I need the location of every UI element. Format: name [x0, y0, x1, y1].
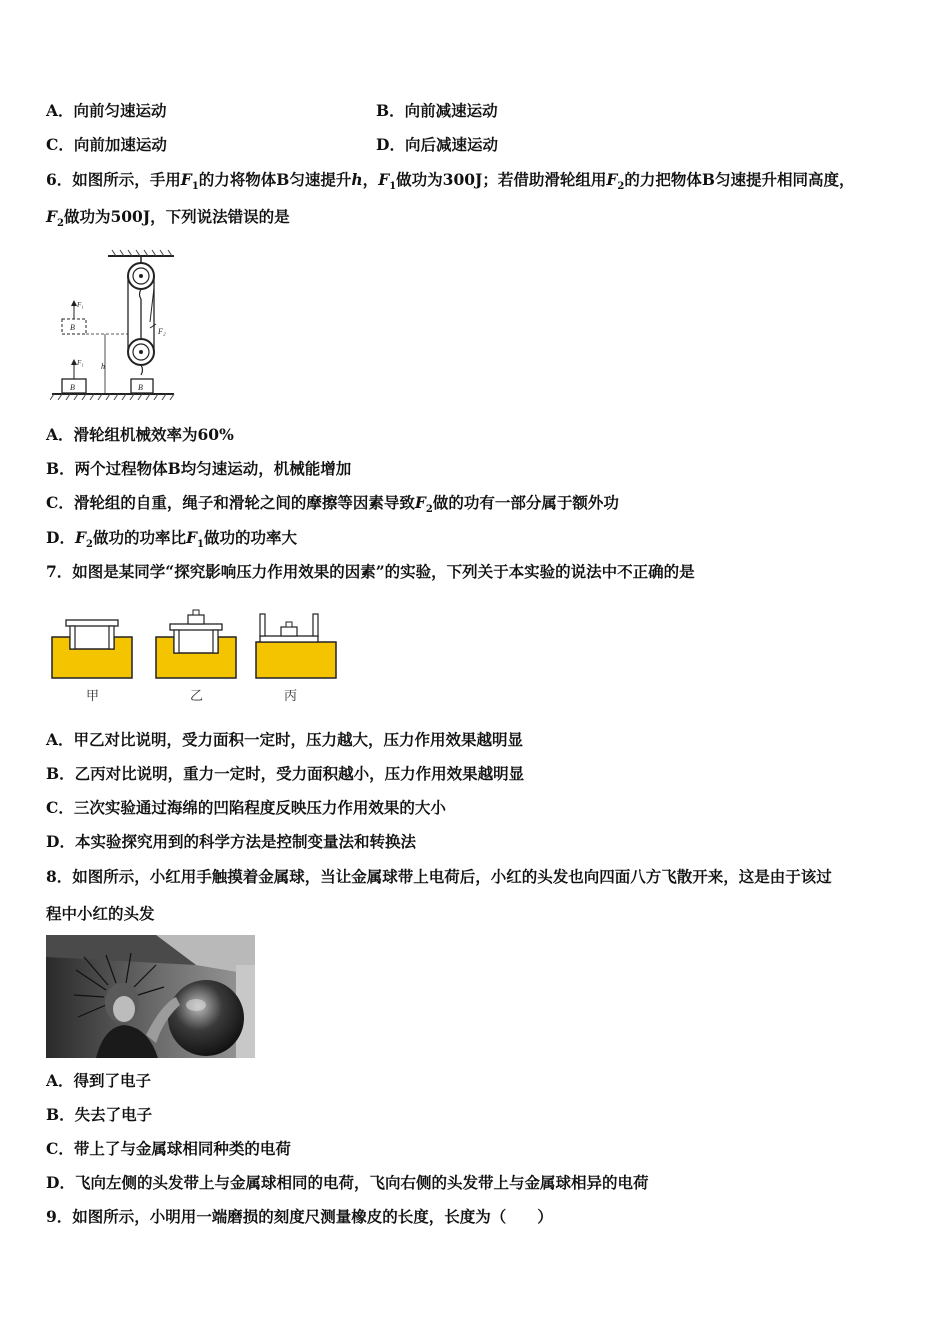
q6-stem-line2: $F_2$做功为500J，下列说法错误的是: [46, 207, 290, 230]
q5-option-a: A．向前匀速运动: [46, 101, 167, 120]
q5-option-b: B．向前减速运动: [376, 101, 498, 120]
q7-stem: 7．如图是某同学“探究影响压力作用效果的因素”的实验，下列关于本实验的说法中不正确的是: [46, 562, 695, 581]
pulley-figure: [50, 248, 180, 406]
label-bing: 丙: [284, 689, 298, 704]
q8-stem-line1: 8．如图所示，小红用手触摸着金属球，当让金属球带上电荷后，小红的头发也向四面八方飞散开来，这是由于该过: [46, 867, 832, 886]
h-label: h: [101, 362, 105, 371]
block-b-label-pulley: B: [138, 383, 143, 392]
q7-option-c: C．三次实验通过海绵的凹陷程度反映压力作用效果的大小: [46, 798, 446, 817]
block-b-label-ground: B: [70, 383, 75, 392]
q9-stem: 9．如图所示，小明用一端磨损的刻度尺测量橡皮的长度，长度为（ ）: [46, 1207, 553, 1226]
label-yi: 乙: [190, 689, 204, 704]
f1-label-upper: F₁: [77, 301, 84, 309]
q8-option-a: A．得到了电子: [46, 1071, 152, 1090]
q7-option-d: D．本实验探究用到的科学方法是控制变量法和转换法: [46, 832, 416, 851]
q7-option-b: B．乙丙对比说明，重力一定时，受力面积越小，压力作用效果越明显: [46, 764, 525, 783]
q6-stem-line1: 6．如图所示，手用$F_1$的力将物体B匀速提升h，$F_1$做功为300J；若借助滑轮组用$F_2$的力把物体B匀速提升相同高度，: [46, 170, 855, 193]
q5-option-d: D．向后减速运动: [376, 135, 498, 154]
q5-option-c: C．向前加速运动: [46, 135, 167, 154]
f2-label: F₂: [158, 327, 166, 336]
q6-option-d: D．$F_2$做功的功率比$F_1$做功的功率大: [46, 528, 297, 551]
girl-static-photo: [46, 935, 255, 1058]
q8-stem-line2: 程中小红的头发: [46, 904, 155, 923]
f1-label-lower: F₁: [77, 359, 84, 367]
block-b-label-raised: B: [70, 323, 75, 332]
q8-option-c: C．带上了与金属球相同种类的电荷: [46, 1139, 291, 1158]
sponge-figure: [50, 606, 340, 706]
q6-option-b: B．两个过程物体B均匀速运动，机械能增加: [46, 459, 352, 478]
q7-option-a: A．甲乙对比说明，受力面积一定时，压力越大，压力作用效果越明显: [46, 730, 524, 749]
q6-option-c: C．滑轮组的自重，绳子和滑轮之间的摩擦等因素导致$F_2$做的功有一部分属于额外功: [46, 493, 619, 516]
q8-option-d: D．飞向左侧的头发带上与金属球相同的电荷，飞向右侧的头发带上与金属球相异的电荷: [46, 1173, 649, 1192]
q6-option-a: A．滑轮组机械效率为60%: [46, 425, 234, 444]
q8-option-b: B．失去了电子: [46, 1105, 153, 1124]
label-jia: 甲: [86, 689, 100, 704]
